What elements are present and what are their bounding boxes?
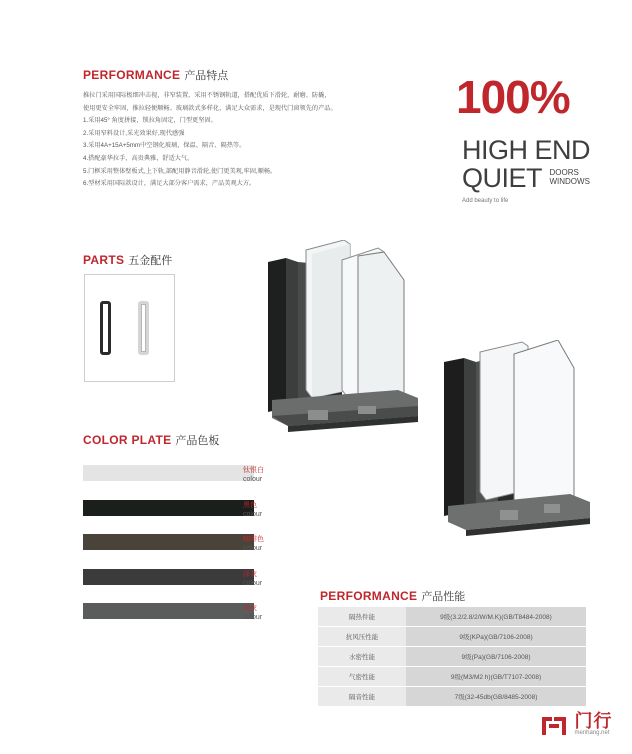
logo-mark-icon <box>540 713 568 737</box>
table-cell-label: 气密性能 <box>318 667 406 687</box>
color-suffix: colour <box>243 476 263 483</box>
logo-text <box>574 712 612 737</box>
window-frame-illustration-small <box>440 340 600 540</box>
logo-en: menhang.net <box>574 730 610 736</box>
hero-windows: WINDOWS <box>549 177 590 186</box>
site-logo[interactable] <box>540 712 612 737</box>
hero-doors-windows <box>549 168 589 186</box>
color-suffix: colour <box>243 580 263 587</box>
color-swatch <box>83 569 254 585</box>
table-cell-label: 抗风压性能 <box>318 627 406 647</box>
color-swatch <box>83 534 254 550</box>
performance-table <box>318 607 586 707</box>
logo-zh: 门行 <box>574 711 613 731</box>
color-suffix: colour <box>243 511 263 518</box>
table-row <box>318 667 586 687</box>
hero-quiet-row <box>462 164 590 192</box>
performance-description <box>83 90 337 191</box>
parts-title-en: PARTS <box>83 253 125 267</box>
color-name: 深灰 <box>243 571 257 578</box>
color-name: 咖啡色 <box>243 536 264 543</box>
performance-title-zh: 产品特点 <box>184 70 229 82</box>
table-row <box>318 627 586 647</box>
parts-title <box>83 252 172 268</box>
color-plate-title <box>83 432 219 448</box>
performance-line: 推拉门采用国际极细冲击视，非窄装置，采用不锈钢轨道，搭配优质下滑轮，耐磨、防撬， <box>83 92 331 99</box>
table-cell-value: 7级(32-45db(GB/8485-2008) <box>406 687 586 707</box>
color-swatch-label <box>243 466 264 484</box>
performance-line: 2.采用窄料设计,采光效果好,现代感强 <box>83 129 185 137</box>
table-cell-label: 隔热件能 <box>318 607 406 627</box>
hero-quiet: QUIET <box>462 163 543 193</box>
table-row <box>318 647 586 667</box>
performance-line: 6.型材采用国际款设计，满足大部分客户需求，产品美观大方。 <box>83 180 256 188</box>
table-row <box>318 687 586 707</box>
hero-doors: DOORS <box>549 168 579 177</box>
color-swatch <box>83 500 254 516</box>
hero-high-end: HIGH END <box>462 135 591 165</box>
color-plate-title-zh: 产品色板 <box>175 435 220 447</box>
color-swatch-label <box>243 570 262 588</box>
performance-line: 4.搭配豪华拉手，高贵典雅，舒适大气。 <box>83 154 194 162</box>
table-cell-label: 隔音性能 <box>318 687 406 707</box>
performance-line: 3.采用4A+15A+5mm中空钢化玻璃，保温、隔音、隔热等。 <box>83 142 246 150</box>
window-frame-illustration-large <box>258 240 428 440</box>
color-swatch <box>83 603 254 619</box>
color-suffix: colour <box>243 614 263 621</box>
color-name: 钛银白 <box>243 467 264 474</box>
light-handle-icon <box>138 301 149 355</box>
color-name: 浅灰 <box>243 605 257 612</box>
table-cell-value: 9级(M3/M2 h)(GB/T7107-2008) <box>406 667 586 687</box>
performance-title-en: PERFORMANCE <box>83 68 181 82</box>
hero-percent: 100% <box>456 71 570 123</box>
color-name: 黑色 <box>243 502 257 509</box>
performance-table-title <box>320 588 465 604</box>
parts-image-box <box>84 274 175 382</box>
color-swatch-label <box>243 535 264 553</box>
parts-title-zh: 五金配件 <box>128 255 173 267</box>
performance-line: 使用更安全牢固，推拉轻便顺畅。玻璃款式多样化，满足大众需求，是现代门窗领先的产品。 <box>83 104 337 112</box>
color-suffix: colour <box>243 545 263 552</box>
color-swatch-label <box>243 501 262 519</box>
dark-handle-icon <box>100 301 111 355</box>
performance-title <box>83 67 228 83</box>
table-cell-label: 水密性能 <box>318 647 406 667</box>
performance-line: 5.门框采用整体壁板式,上下轨,部配用静音滑轮,使门更美观,牢固,顺畅。 <box>83 167 277 175</box>
color-plate-title-en: COLOR PLATE <box>83 433 172 447</box>
performance-table-title-zh: 产品性能 <box>421 591 466 603</box>
performance-line: 1.采用45° 角度拼接，锁拉角固定，门型更坚固。 <box>83 117 217 125</box>
color-swatch <box>83 465 254 481</box>
performance-table-title-en: PERFORMANCE <box>320 589 418 603</box>
color-swatch-label <box>243 604 262 622</box>
table-cell-value: 9级(KPa)(GB/7106-2008) <box>406 627 586 647</box>
table-row <box>318 607 586 627</box>
hero-tagline: Add beauty to life <box>462 198 509 204</box>
table-cell-value: 9级(3.2/2.8/2/W/M.K)(GB/T8484-2008) <box>406 607 586 627</box>
table-cell-value: 9级(Pa)(GB/7106-2008) <box>406 647 586 667</box>
